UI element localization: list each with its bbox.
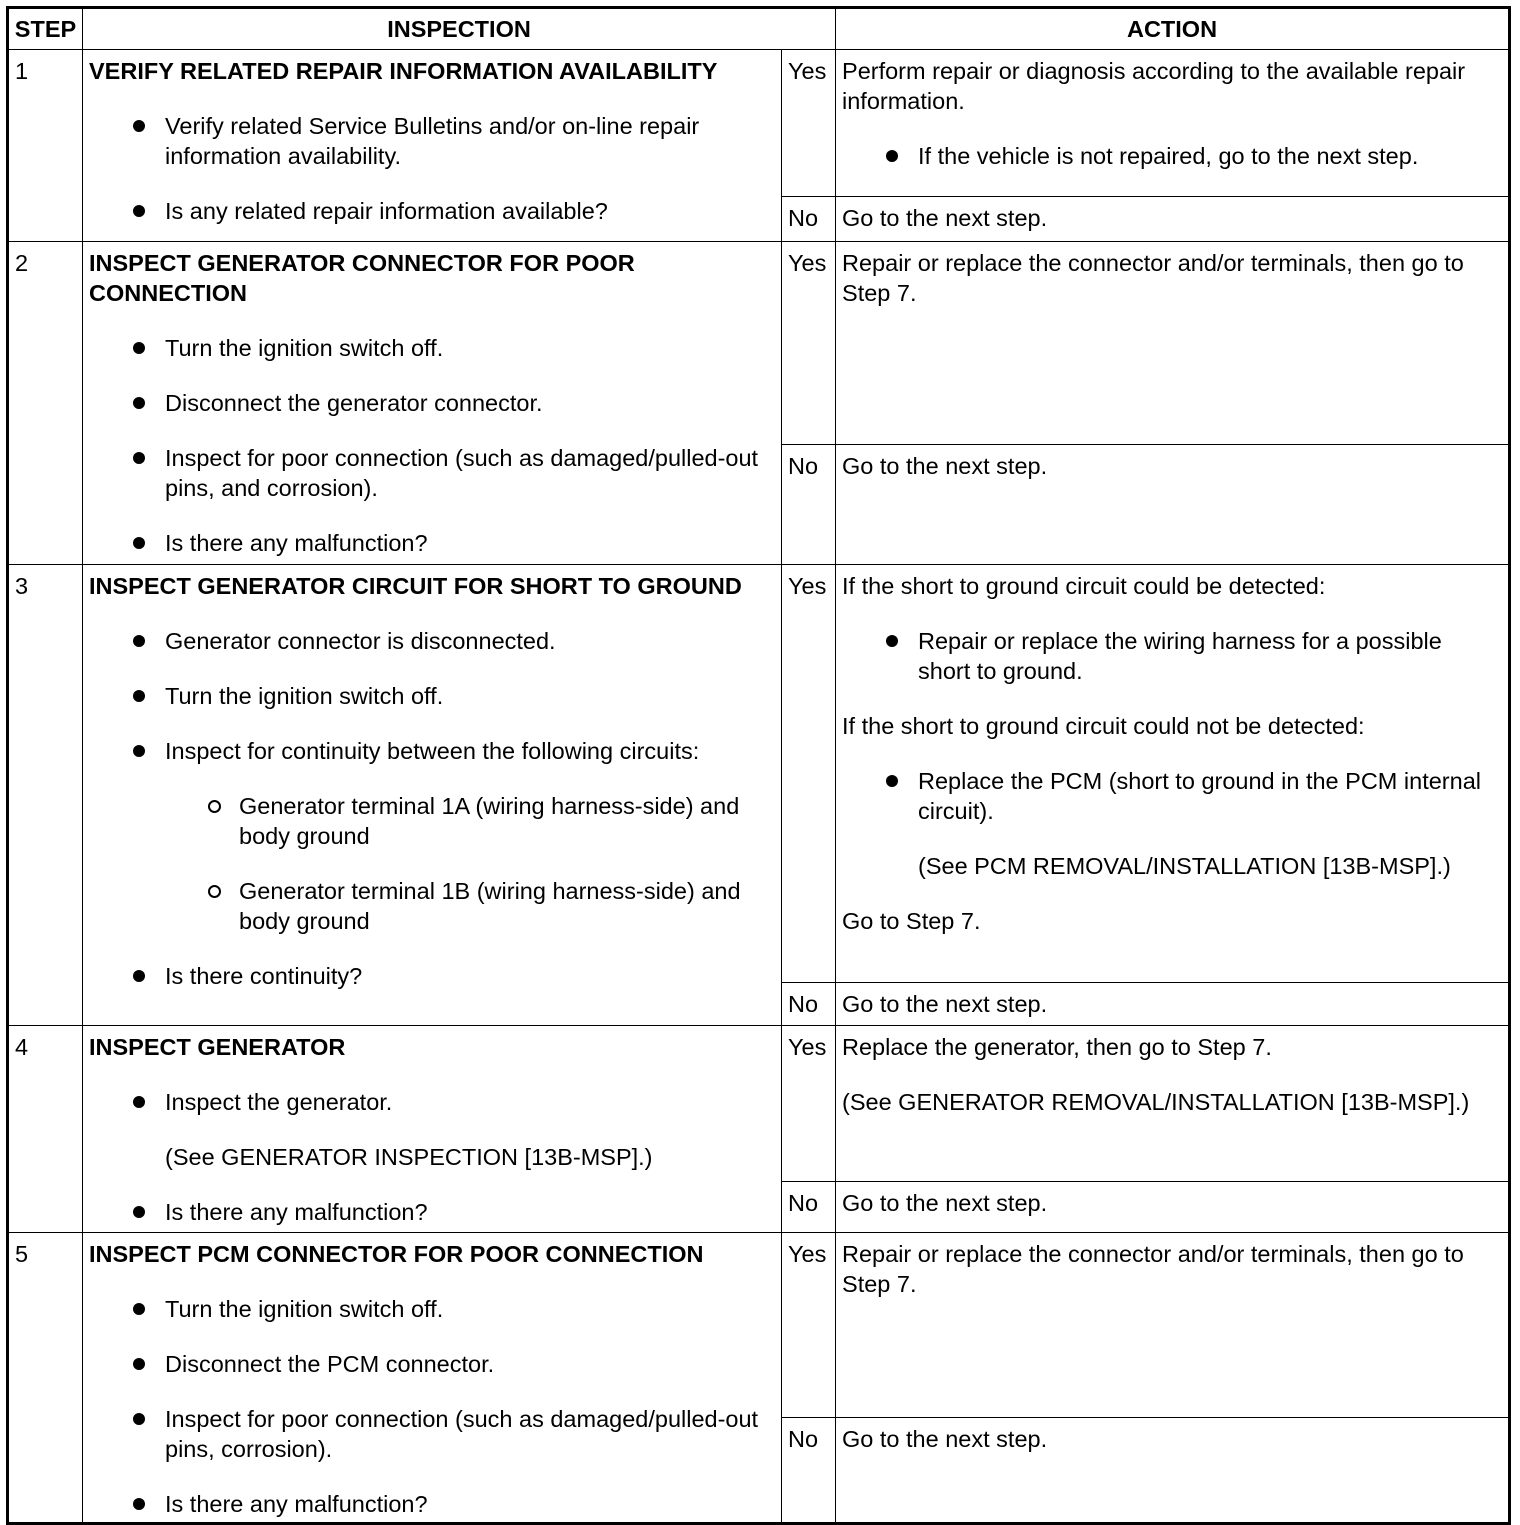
inspection-cell (83, 50, 782, 242)
no-label: No (782, 983, 836, 1026)
step-number: 1 (8, 50, 83, 242)
no-label: No (782, 1182, 836, 1233)
action-text: Replace the generator, then go to Step 7. (842, 1034, 1272, 1060)
no-label: No (782, 1418, 836, 1524)
sub-bullet-item: Generator terminal 1B (wiring harness-side) and body ground (89, 876, 773, 936)
yes-action (836, 50, 1510, 197)
no-action: Go to the next step. (836, 983, 1510, 1026)
sub-bullet-item: Generator terminal 1A (wiring harness-side) and body ground (89, 791, 773, 851)
header-row (8, 8, 1510, 50)
header-action: ACTION (836, 8, 1510, 50)
step-title: INSPECT PCM CONNECTOR FOR POOR CONNECTION (89, 1241, 704, 1267)
inspection-cell (83, 242, 782, 565)
inspection-cell (83, 1233, 782, 1524)
no-action: Go to the next step. (836, 1182, 1510, 1233)
bullet-item: Inspect for poor connection (such as damaged/pulled-out pins, and corrosion). (89, 443, 773, 503)
action-text: If the short to ground circuit could be detected: (842, 573, 1326, 599)
bullet-item: Is there any malfunction? (89, 1197, 773, 1227)
action-bullet: Repair or replace the wiring harness for a possible short to ground. (842, 626, 1500, 686)
bullet-item: Is there any malfunction? (89, 1489, 773, 1519)
step-title: INSPECT GENERATOR (89, 1034, 346, 1060)
step-title: INSPECT GENERATOR CIRCUIT FOR SHORT TO GROUND (89, 573, 742, 599)
bullet-item: Inspect for poor connection (such as damaged/pulled-out pins, corrosion). (89, 1404, 773, 1464)
yes-action: Repair or replace the connector and/or terminals, then go to Step 7. (836, 1233, 1510, 1418)
no-action: Go to the next step. (836, 1418, 1510, 1524)
header-step: STEP (8, 8, 83, 50)
bullet-item: Turn the ignition switch off. (89, 1294, 773, 1324)
action-text: Go to Step 7. (842, 908, 981, 934)
action-text: Perform repair or diagnosis according to the available repair information. (842, 58, 1466, 114)
yes-action: Repair or replace the connector and/or terminals, then go to Step 7. (836, 242, 1510, 445)
troubleshooting-table (6, 6, 1511, 1525)
inspection-cell (83, 1026, 782, 1233)
step-number: 5 (8, 1233, 83, 1524)
inspection-cell (83, 565, 782, 1026)
bullet-item: Is there continuity? (89, 961, 773, 991)
action-reference: (See PCM REMOVAL/INSTALLATION [13B-MSP].) (918, 853, 1451, 879)
step-number: 4 (8, 1026, 83, 1233)
action-text: If the short to ground circuit could not be detected: (842, 713, 1365, 739)
bullet-item: Is there any malfunction? (89, 528, 773, 558)
step-row-1-yes (8, 50, 1510, 197)
step-row-5-yes (8, 1233, 1510, 1418)
no-action: Go to the next step. (836, 197, 1510, 242)
bullet-item: Inspect the generator. (89, 1087, 773, 1117)
step-row-2-yes (8, 242, 1510, 445)
bullet-item: Turn the ignition switch off. (89, 681, 773, 711)
bullet-item: Generator connector is disconnected. (89, 626, 773, 656)
no-label: No (782, 197, 836, 242)
inspection-reference: (See GENERATOR INSPECTION [13B-MSP].) (165, 1144, 653, 1170)
bullet-item: Disconnect the generator connector. (89, 388, 773, 418)
yes-action (836, 565, 1510, 983)
yes-action (836, 1026, 1510, 1182)
bullet-item: Turn the ignition switch off. (89, 333, 773, 363)
header-inspection: INSPECTION (83, 8, 836, 50)
step-number: 2 (8, 242, 83, 565)
bullet-item: Inspect for continuity between the following circuits: (89, 736, 773, 766)
bullet-item: Verify related Service Bulletins and/or on-line repair information availability. (89, 111, 773, 171)
step-title: INSPECT GENERATOR CONNECTOR FOR POOR CONNECTION (89, 250, 635, 306)
bullet-item: Is any related repair information available? (89, 196, 773, 226)
action-bullet: Replace the PCM (short to ground in the PCM internal circuit). (842, 766, 1500, 826)
yes-label: Yes (782, 242, 836, 445)
action-reference: (See GENERATOR REMOVAL/INSTALLATION [13B-MSP].) (842, 1089, 1470, 1115)
no-action: Go to the next step. (836, 445, 1510, 565)
yes-label: Yes (782, 1026, 836, 1182)
action-bullet: If the vehicle is not repaired, go to the next step. (842, 141, 1500, 171)
step-row-3-yes (8, 565, 1510, 983)
no-label: No (782, 445, 836, 565)
yes-label: Yes (782, 1233, 836, 1418)
yes-label: Yes (782, 565, 836, 983)
step-title: VERIFY RELATED REPAIR INFORMATION AVAILABILITY (89, 58, 718, 84)
step-number: 3 (8, 565, 83, 1026)
yes-label: Yes (782, 50, 836, 197)
bullet-item: Disconnect the PCM connector. (89, 1349, 773, 1379)
step-row-4-yes (8, 1026, 1510, 1182)
